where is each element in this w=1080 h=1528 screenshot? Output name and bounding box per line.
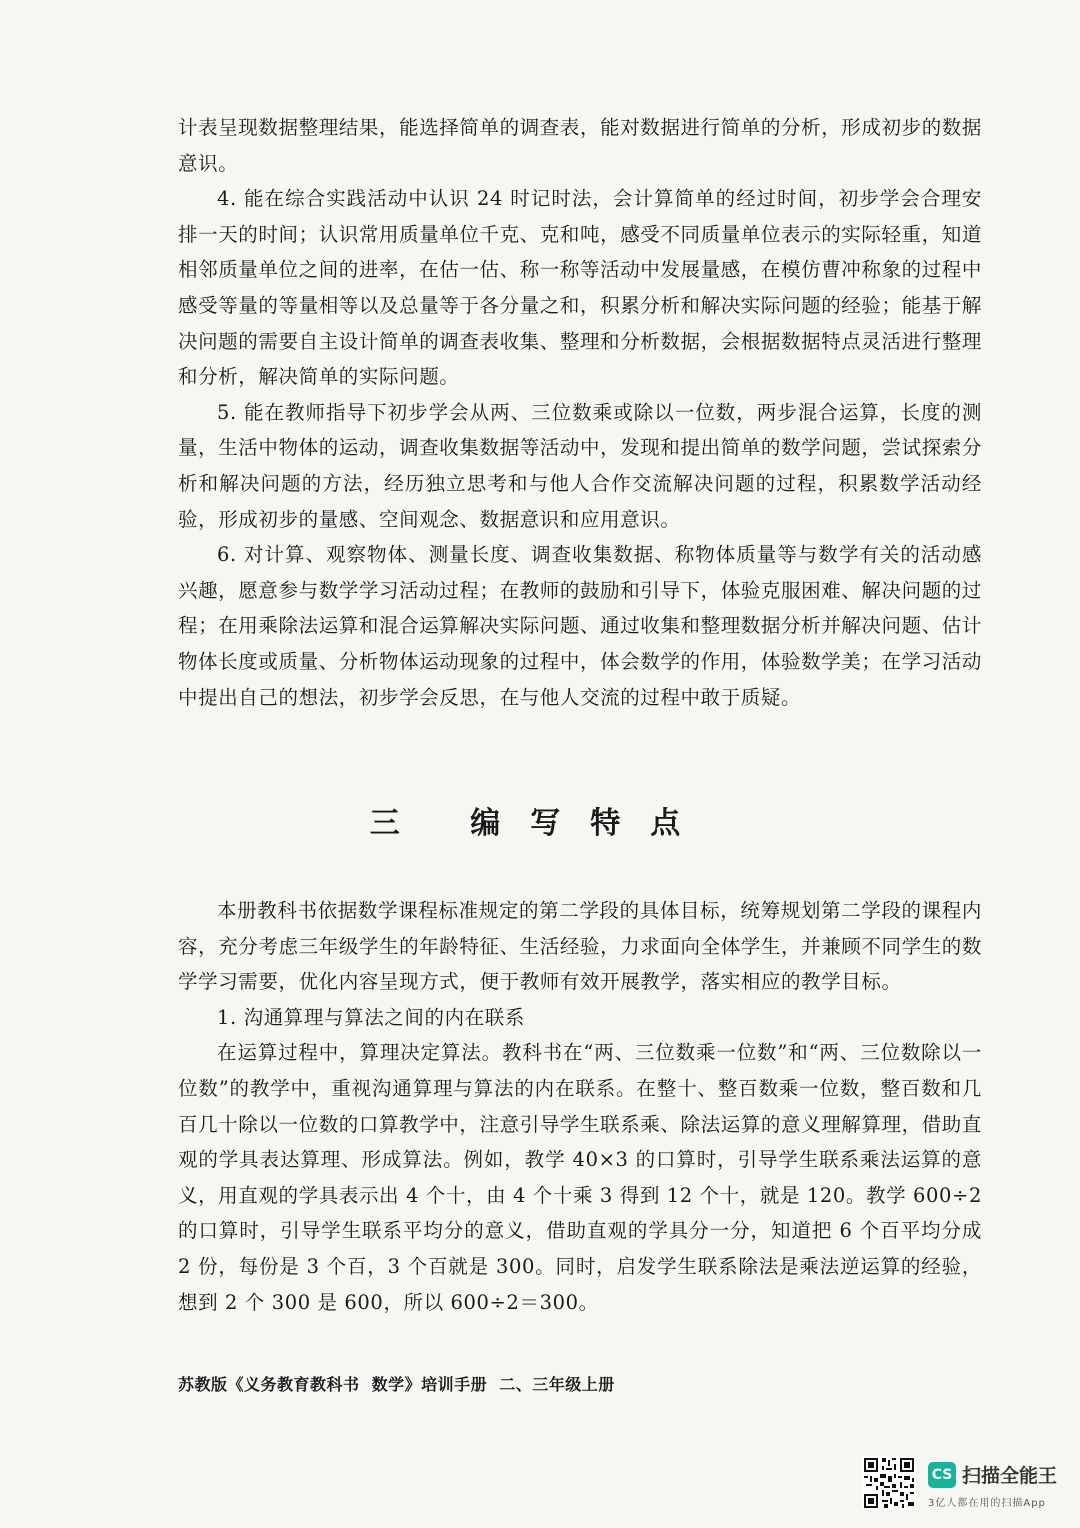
paragraph-feature-1: 在运算过程中，算理决定算法。教科书在“两、三位数乘一位数”和“两、三位数除以一位数”的教学中，重视沟通算理与算法的内在联系。在整十、整百数乘一位数，整百数和几百几十除以一位数的口算教学中，注意引导学生联系乘、除法运算的意义理解算理，借助直观的学具表达算理、形成算法。例如，教学 40×3 的口算时，引导学生联系乘法运算的意义，用直观的学具表示出 4 个十，由 4 个十乘 3 得到 12 个十，就是 120。教学 600÷2 的口算时，引导学生联系平均分的意义，借助直观的学具分一分，知道把 6 个百平均分成 2 份，每份是 3 个百，3 个百就是 300。同时，启发学生联系除法是乘法逆运算的经验，想到 2 个 300 是 600，所以 600÷2＝300。: [178, 1041, 983, 1314]
paragraph-objective-5: 5. 能在教师指导下初步学会从两、三位数乘或除以一位数，两步混合运算，长度的测量，生活中物体的运动，调查收集数据等活动中，发现和提出简单的数学问题，尝试探索分析和解决问题的方法，经历独立思考和与他人合作交流解决问题的过程，积累数学活动经验，形成初步的量感、空间观念、数据意识和应用意识。: [178, 400, 983, 531]
paragraph-intro: 本册教科书依据数学课程标准规定的第二学段的具体目标，统筹规划第二学段的课程内容，充分考虑三年级学生的年龄特征、生活经验，力求面向全体学生，并兼顾不同学生的数学学习需要，优化内容呈现方式，便于教师有效开展教学，落实相应的教学目标。: [178, 899, 983, 994]
paragraph-data-awareness-tail: 计表呈现数据整理结果，能选择简单的调查表，能对数据进行简单的分析，形成初步的数据意识。: [178, 116, 983, 175]
paragraph-objective-4: 4. 能在综合实践活动中认识 24 时记时法，会计算简单的经过时间，初步学会合理安排一天的时间；认识常用质量单位千克、克和吨，感受不同质量单位表示的实际轻重，知道相邻质量单位之间的进率，在估一估、称一称等活动中发展量感，在模仿曹冲称象的过程中感受等量的等量相等以及总量等于各分量之和，积累分析和解决实际问题的经验；能基于解决问题的需要自主设计简单的调查表收集、整理和分析数据，会根据数据特点灵活进行整理和分析，解决简单的实际问题。: [178, 187, 983, 389]
features-text-block: [178, 893, 982, 1320]
footer-book-title: 苏教版《义务教育教科书 数学》培训手册 二、三年级上册: [178, 1375, 615, 1394]
scanner-watermark: [862, 1456, 1062, 1512]
qr-code-icon: [862, 1456, 916, 1510]
scanner-app-tagline: 3亿人都在用的扫描App: [928, 1498, 1046, 1509]
scanner-app-name: 扫描全能王: [962, 1465, 1058, 1487]
subheading-feature-1: 1. 沟通算理与算法之间的内在联系: [217, 1005, 526, 1029]
section-title: 三 编写特点: [369, 806, 711, 841]
paragraph-objective-6: 6. 对计算、观察物体、测量长度、调查收集数据、称物体质量等与数学有关的活动感兴趣，愿意参与数学学习活动过程；在教师的鼓励和引导下，体验克服困难、解决问题的过程；在用乘除法运算和混合运算解决实际问题、通过收集和整理数据分析并解决问题、估计物体长度或质量、分析物体运动现象的过程中，体会数学的作用，体验数学美；在学习活动中提出自己的想法，初步学会反思，在与他人交流的过程中敢于质疑。: [178, 543, 983, 709]
camscanner-logo-icon: CS: [928, 1462, 956, 1488]
objectives-text-block: [178, 110, 982, 715]
